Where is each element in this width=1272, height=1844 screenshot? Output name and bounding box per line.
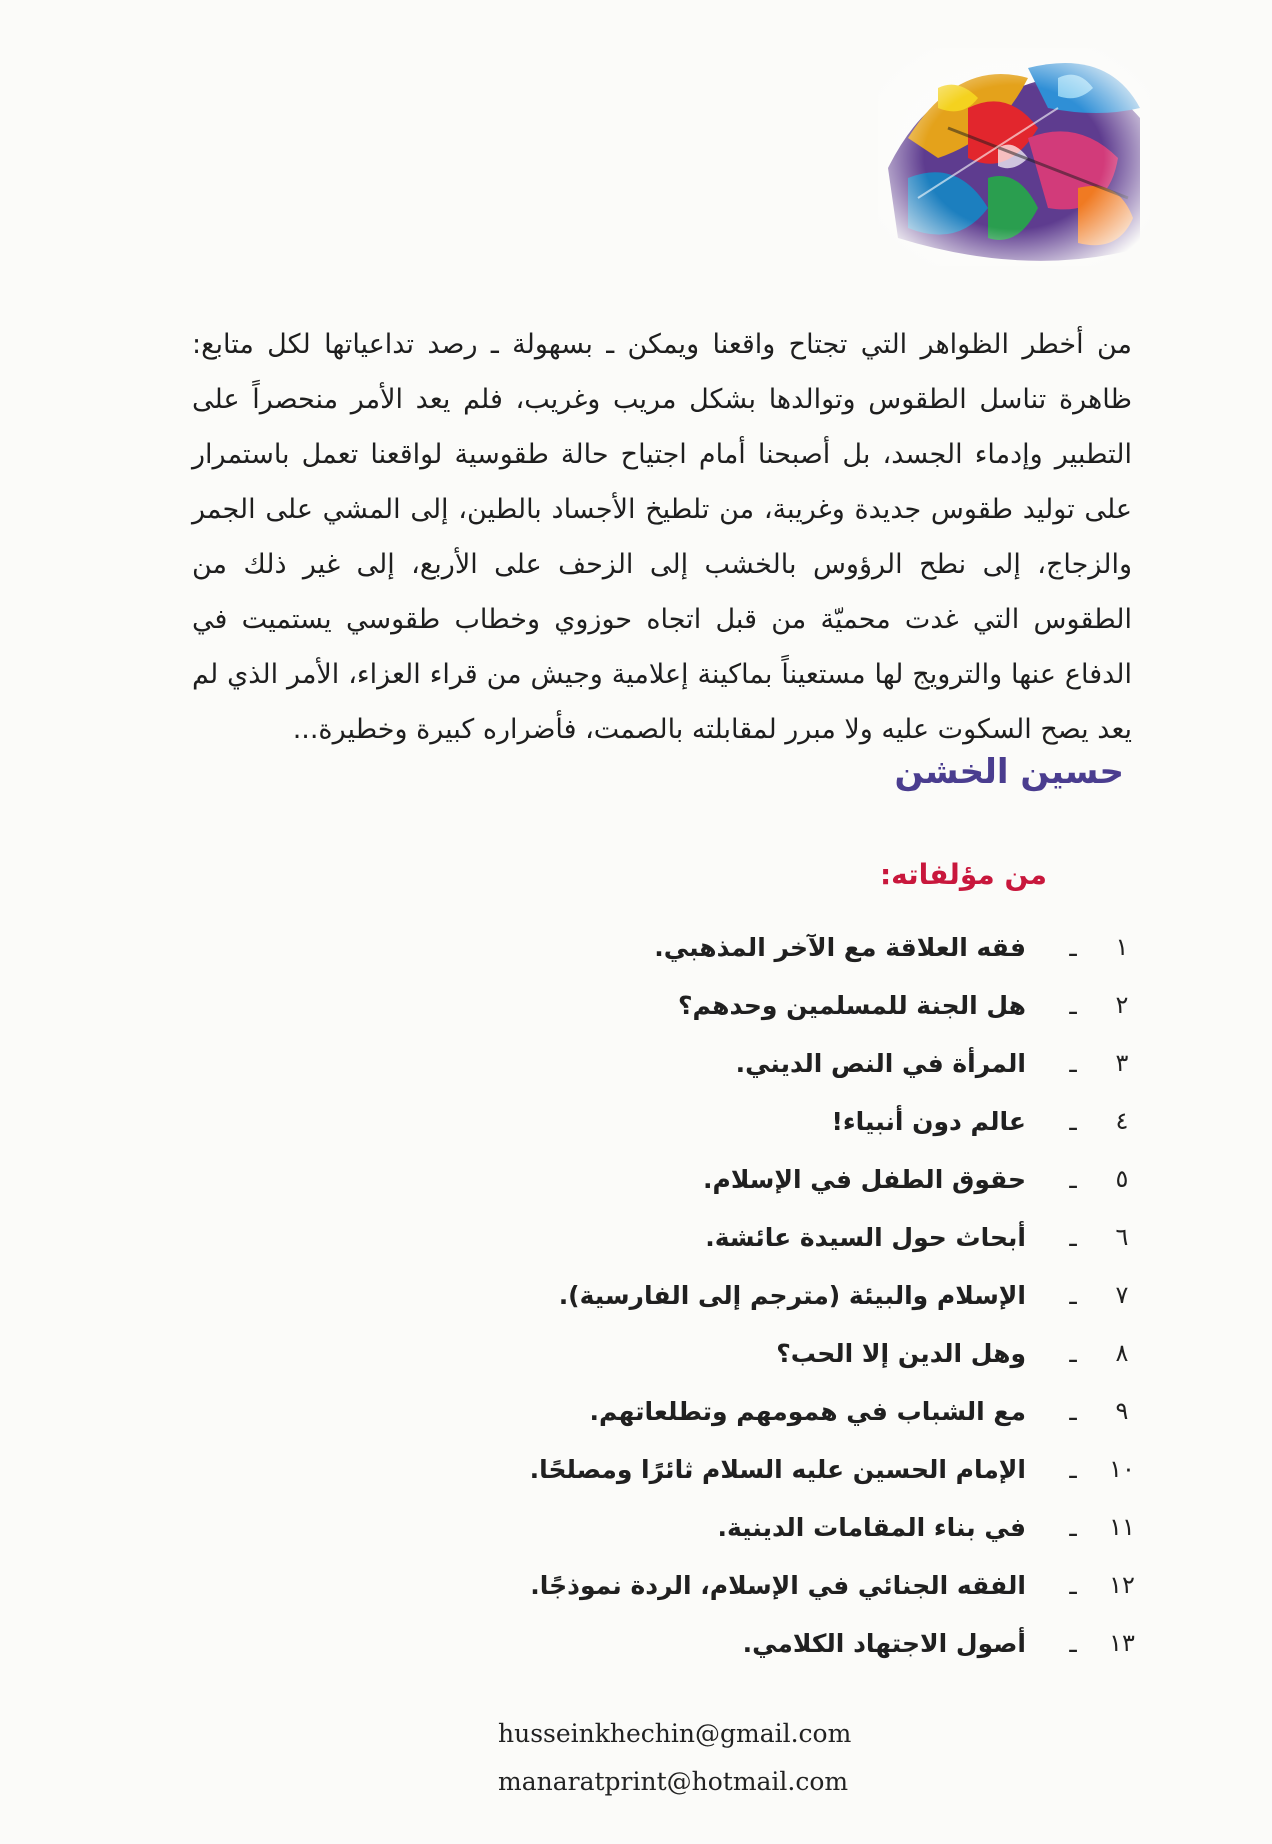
item-title: وهل الدين إلا الحب؟	[776, 1338, 1026, 1368]
list-item	[382, 1150, 1142, 1208]
list-item	[382, 918, 1142, 976]
works-heading: من مؤلفاته:	[879, 858, 1047, 891]
item-title: الإمام الحسين عليه السلام ثائرًا ومصلحًا.	[529, 1454, 1026, 1484]
list-item	[382, 1556, 1142, 1614]
list-item	[382, 1440, 1142, 1498]
item-dash: ـ	[1069, 1222, 1077, 1252]
item-dash: ـ	[1069, 1048, 1077, 1078]
list-item	[382, 1498, 1142, 1556]
item-title: أبحاث حول السيدة عائشة.	[705, 1222, 1026, 1252]
item-dash: ـ	[1069, 1628, 1077, 1658]
item-number: ٦	[1115, 1223, 1129, 1251]
author-name: حسين الخشن	[894, 752, 1124, 792]
item-dash: ـ	[1069, 1106, 1077, 1136]
item-number: ٨	[1115, 1339, 1129, 1367]
item-title: أصول الاجتهاد الكلامي.	[742, 1628, 1026, 1658]
list-item	[382, 976, 1142, 1034]
item-number: ١١	[1109, 1513, 1135, 1541]
abstract-painting-icon	[878, 48, 1150, 266]
item-number: ١٠	[1109, 1455, 1135, 1483]
works-list	[382, 918, 1142, 1672]
item-dash: ـ	[1069, 1164, 1077, 1194]
item-number: ٩	[1115, 1397, 1129, 1425]
item-title: الإسلام والبيئة (مترجم إلى الفارسية).	[558, 1280, 1026, 1310]
contact-emails	[498, 1710, 851, 1806]
item-dash: ـ	[1069, 1280, 1077, 1310]
item-dash: ـ	[1069, 1338, 1077, 1368]
list-item	[382, 1324, 1142, 1382]
item-title: حقوق الطفل في الإسلام.	[703, 1164, 1026, 1194]
item-title: هل الجنة للمسلمين وحدهم؟	[678, 990, 1026, 1020]
publisher-email-link[interactable]: manaratprint@hotmail.com	[498, 1767, 849, 1796]
item-title: مع الشباب في همومهم وتطلعاتهم.	[589, 1396, 1026, 1426]
item-dash: ـ	[1069, 990, 1077, 1020]
list-item	[382, 1382, 1142, 1440]
author-email-link[interactable]: husseinkhechin@gmail.com	[498, 1719, 852, 1748]
list-item	[382, 1034, 1142, 1092]
item-dash: ـ	[1069, 932, 1077, 962]
item-title: المرأة في النص الديني.	[735, 1048, 1026, 1078]
back-cover-blurb: من أخطر الظواهر التي تجتاح واقعنا ويمكن ـ بسهولة ـ رصد تداعياتها لكل متابع: ظاهرة تناسل الطقوس وتوالدها بشكل مريب وغريب، فلم يعد الأمر منحصراً على التطبير وإدماء الجسد، بل أصبحنا أمام اجتياح حالة طقوسية لواقعنا تعمل باستمرار على توليد طقوس جديدة وغريبة، من تلطيخ الأجساد بالطين، إلى المشي على الجمر والزجاج، إلى نطح الرؤوس بالخشب إلى الزحف على الأربع، إلى غير ذلك من الطقوس التي غدت محميّة من قبل اتجاه حوزوي وخطاب طقوسي يستميت في الدفاع عنها والترويج لها مستعيناً بماكينة إعلامية وجيش من قراء العزاء، الأمر الذي لم يعد يصح السكوت عليه ولا مبرر لمقابلته بالصمت، فأضراره كبيرة وخطيرة...	[192, 329, 1132, 745]
item-number: ٧	[1115, 1281, 1129, 1309]
list-item	[382, 1266, 1142, 1324]
item-title: عالم دون أنبياء!	[831, 1106, 1026, 1136]
item-title: في بناء المقامات الدينية.	[717, 1512, 1026, 1542]
item-number: ٢	[1115, 991, 1129, 1019]
item-title: فقه العلاقة مع الآخر المذهبي.	[654, 932, 1026, 962]
item-number: ٣	[1115, 1049, 1129, 1077]
item-number: ١٣	[1109, 1629, 1135, 1657]
item-number: ٥	[1115, 1165, 1129, 1193]
item-number: ١٢	[1109, 1571, 1135, 1599]
list-item	[382, 1092, 1142, 1150]
list-item	[382, 1208, 1142, 1266]
item-title: الفقه الجنائي في الإسلام، الردة نموذجًا.	[530, 1570, 1026, 1600]
item-dash: ـ	[1069, 1396, 1077, 1426]
list-item	[382, 1614, 1142, 1672]
item-number: ١	[1115, 933, 1129, 961]
item-number: ٤	[1115, 1107, 1129, 1135]
cover-art	[878, 48, 1150, 266]
item-dash: ـ	[1069, 1454, 1077, 1484]
item-dash: ـ	[1069, 1570, 1077, 1600]
item-dash: ـ	[1069, 1512, 1077, 1542]
